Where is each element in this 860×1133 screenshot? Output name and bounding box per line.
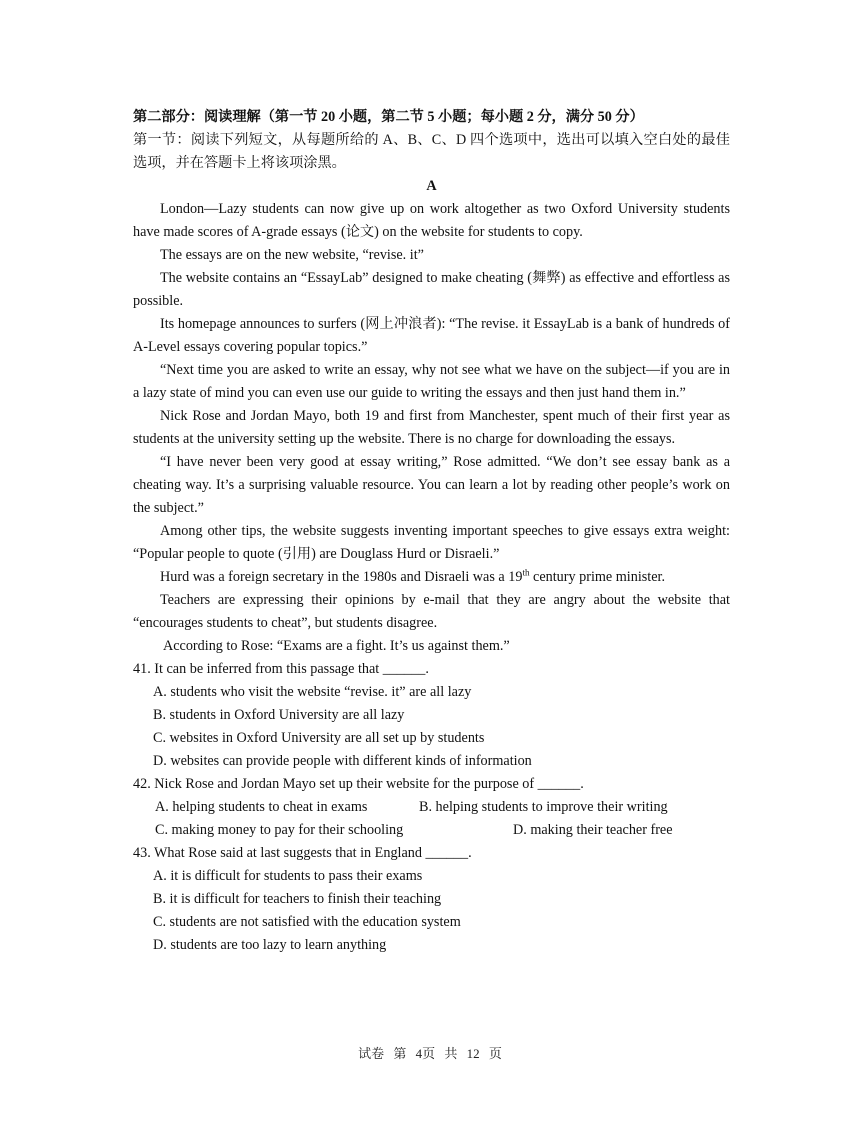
section-title: 第二部分：阅读理解（第一节 20 小题，第二节 5 小题；每小题 2 分，满分 50 分） <box>133 109 644 125</box>
answer-option: D. websites can provide people with different kinds of information <box>153 753 532 769</box>
passage-paragraph: Teachers are expressing their opinions by e-mail that they are angry about the website that “encourages students to cheat”, but students disagree. <box>133 592 730 631</box>
passage-paragraph: Among other tips, the website suggests inventing important speeches to give essays extra weight: “Popular people to quote (引用) are Douglass Hurd or Disraeli.” <box>133 523 730 562</box>
answer-option: C. making money to pay for their schooling <box>155 822 404 838</box>
ordinal-suffix: th <box>522 567 530 578</box>
page-footer: 试卷 第 4页 共 12 页 <box>358 1046 502 1061</box>
passage-paragraph: The essays are on the new website, “revise. it” <box>160 247 424 263</box>
answer-option: B. helping students to improve their writing <box>419 799 668 815</box>
section-instructions: 第一节：阅读下列短文，从每题所给的 A、B、C、D 四个选项中，选出可以填入空白处的最佳选项，并在答题卡上将该项涂黑。 <box>133 132 730 171</box>
exam-page-content <box>133 106 730 957</box>
passage-paragraph: London—Lazy students can now give up on work altogether as two Oxford University students have made scores of A-grade essays (论文) on the website for students to copy. <box>133 201 730 240</box>
answer-option: C. students are not satisfied with the education system <box>153 914 461 930</box>
question-stem: 42. Nick Rose and Jordan Mayo set up their website for the purpose of ______. <box>133 776 584 792</box>
answer-option: D. making their teacher free <box>513 822 673 838</box>
passage-paragraph: Its homepage announces to surfers (网上冲浪者): “The revise. it EssayLab is a bank of hundreds of A-Level essays covering popular topics.” <box>133 316 730 355</box>
passage-paragraph: “Next time you are asked to write an essay, why not see what we have on the subject—if you are in a lazy state of mind you can even use our guide to writing the essays and then just hand them in.” <box>133 362 730 401</box>
hurd-text: Hurd was a foreign secretary in the 1980s and Disraeli was a 19 <box>160 569 523 585</box>
answer-option: A. students who visit the website “revise. it” are all lazy <box>153 684 472 700</box>
answer-option-row <box>133 819 730 842</box>
passage-paragraph: “I have never been very good at essay writing,” Rose admitted. “We don’t see essay bank as a cheating way. It’s a surprising valuable resource. You can learn a lot by reading other people’s work on the subject.” <box>133 454 730 516</box>
answer-option: B. students in Oxford University are all lazy <box>153 707 405 723</box>
passage-label: A <box>426 178 437 194</box>
passage-paragraph-hurd <box>133 566 730 589</box>
answer-option: A. it is difficult for students to pass their exams <box>153 868 423 884</box>
answer-option-row <box>133 796 730 819</box>
answer-option: C. websites in Oxford University are all set up by students <box>153 730 485 746</box>
passage-paragraph: According to Rose: “Exams are a fight. It’s us against them.” <box>163 638 510 654</box>
answer-option: D. students are too lazy to learn anything <box>153 937 387 953</box>
answer-option: A. helping students to cheat in exams <box>155 799 368 815</box>
passage-paragraph: The website contains an “EssayLab” designed to make cheating (舞弊) as effective and effortless as possible. <box>133 270 730 309</box>
passage-paragraph: Nick Rose and Jordan Mayo, both 19 and first from Manchester, spent much of their first year as students at the university setting up the website. There is no charge for downloading the essays. <box>133 408 730 447</box>
question-stem: 41. It can be inferred from this passage that ______. <box>133 661 429 677</box>
hurd-text-end: century prime minister. <box>529 569 666 585</box>
question-stem: 43. What Rose said at last suggests that in England ______. <box>133 845 472 861</box>
answer-option: B. it is difficult for teachers to finish their teaching <box>153 891 442 907</box>
